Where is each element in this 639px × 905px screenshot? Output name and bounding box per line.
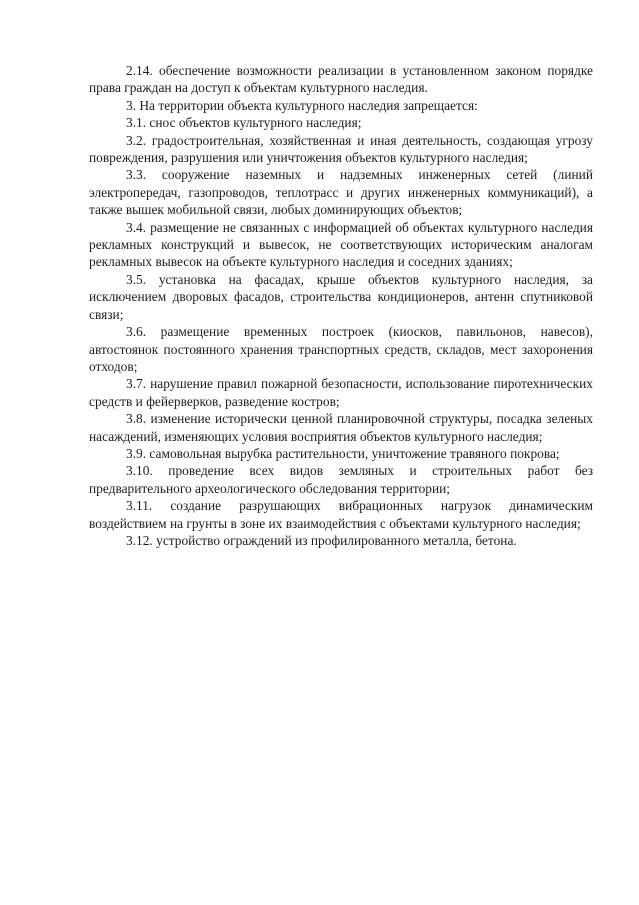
paragraph-3-6: 3.6. размещение временных построек (киосков, павильонов, навесов), автостоянок постоянного хранения транспортных средств, складов, мест захоронения отходов; xyxy=(89,324,593,374)
paragraph-3-heading: 3. На территории объекта культурного наследия запрещается: xyxy=(126,97,478,113)
paragraph-3-11: 3.11. создание разрушающих вибрационных нагрузок динамическим воздействием на грунты в зоне их взаимодействия с объектами культурного наследия; xyxy=(89,498,593,531)
paragraph-3-5: 3.5. установка на фасадах, крыше объектов культурного наследия, за исключением дворовых фасадов, строительства кондиционеров, антенн спутниковой связи; xyxy=(89,271,593,322)
paragraph-2-14: 2.14. обеспечение возможности реализации в установленном законом порядке права граждан на доступ к объектам культурного наследия. xyxy=(89,63,593,96)
paragraph-3-3: 3.3. сооружение наземных и надземных инженерных сетей (линий электропередач, газопроводов, теплотрасс и других инженерных коммуникаций), а также вышек мобильной связи, любых доминирующих объектов; xyxy=(89,167,593,218)
paragraph-3-1: 3.1. снос объектов культурного наследия; xyxy=(126,115,362,131)
paragraph-3-12: 3.12. устройство ограждений из профилированного металла, бетона. xyxy=(126,532,517,548)
paragraph-3-7: 3.7. нарушение правил пожарной безопасности, использование пиротехнических средств и фейерверков, разведение костров; xyxy=(89,376,593,409)
paragraph-3-2: 3.2. градостроительная, хозяйственная и иная деятельность, создающая угрозу повреждения, разрушения или уничтожения объектов культурного наследия; xyxy=(89,132,593,166)
document-body xyxy=(89,62,593,549)
paragraph-3-8: 3.8. изменение исторически ценной планировочной структуры, посадка зеленых насаждений, изменяющих условия восприятия объектов культурного наследия; xyxy=(89,411,593,444)
paragraph-3-10: 3.10. проведение всех видов земляных и строительных работ без предварительного археологического обследования территории; xyxy=(89,463,593,496)
paragraph-3-9: 3.9. самовольная вырубка растительности, уничтожение травяного покрова; xyxy=(126,445,560,461)
paragraph-3-4: 3.4. размещение не связанных с информацией об объектах культурного наследия рекламных конструкций и вывесок, не соответствующих историческим аналогам рекламных вывесок на объекте культурного наследия и соседних зданиях; xyxy=(89,219,593,270)
